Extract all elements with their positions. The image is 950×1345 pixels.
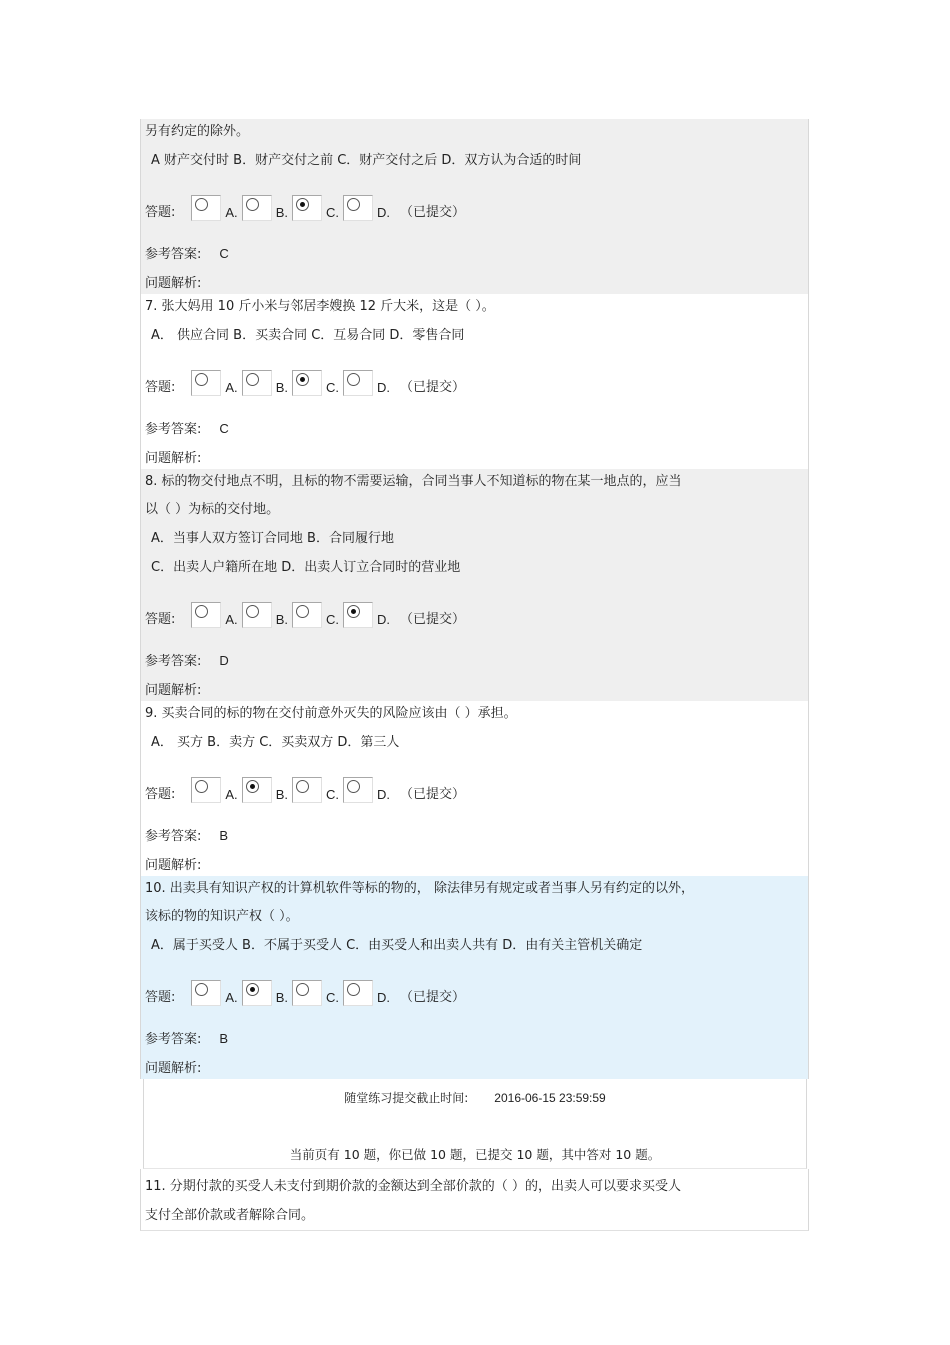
answer-radio-a[interactable] xyxy=(191,195,221,221)
option-letter: B. xyxy=(275,612,288,627)
answer-radio-a[interactable] xyxy=(191,370,221,396)
reference-answer-value: C xyxy=(219,246,229,261)
reference-answer-label: 参考答案: xyxy=(145,829,202,844)
option-letter: C. xyxy=(325,205,339,220)
answer-label: 答题: xyxy=(145,990,176,1005)
answer-row xyxy=(145,976,465,1006)
answer-row xyxy=(145,366,465,396)
radio-circle-icon xyxy=(347,605,360,618)
reference-answer-value: B xyxy=(219,1031,229,1046)
analysis-label: 问题解析: xyxy=(145,1061,202,1076)
answer-radio-d[interactable] xyxy=(343,602,373,628)
option-letter: A. xyxy=(225,205,238,220)
quiz-list xyxy=(140,119,809,1231)
deadline-label: 随堂练习提交截止时间: xyxy=(344,1091,469,1105)
option-text: A．当事人双方签订合同地 B．合同履行地 xyxy=(151,531,394,546)
radio-circle-icon xyxy=(195,373,208,386)
option-letter: B. xyxy=(275,205,288,220)
question-text: 支付全部价款或者解除合同。 xyxy=(145,1208,315,1223)
question-card xyxy=(140,1169,809,1231)
reference-answer-value: D xyxy=(219,653,229,668)
question-text: 8. 标的物交付地点不明，且标的物不需要运输，合同当事人不知道标的物在某一地点的，应当 xyxy=(145,474,682,489)
question-list xyxy=(140,119,809,1079)
deadline-row xyxy=(144,1089,806,1106)
question-text: 10. 出卖具有知识产权的计算机软件等标的物的， 除法律另有规定或者当事人另有约定的以外， xyxy=(145,881,694,896)
radio-circle-icon xyxy=(296,198,309,211)
option-letter: B. xyxy=(275,380,288,395)
analysis-label: 问题解析: xyxy=(145,683,202,698)
answer-radio-d[interactable] xyxy=(343,195,373,221)
radio-circle-icon xyxy=(347,780,360,793)
answer-radio-a[interactable] xyxy=(191,980,221,1006)
submitted-status: （已提交） xyxy=(399,205,465,220)
reference-answer xyxy=(145,1028,228,1047)
option-text: C．出卖人户籍所在地 D．出卖人订立合同时的营业地 xyxy=(151,560,461,575)
radio-circle-icon xyxy=(195,605,208,618)
radio-circle-icon xyxy=(347,198,360,211)
option-letter: D. xyxy=(376,787,390,802)
option-letter: D. xyxy=(376,380,390,395)
question-text: 以（ ）为标的交付地。 xyxy=(145,502,280,517)
question-card xyxy=(140,469,809,701)
option-letter: B. xyxy=(275,990,288,1005)
answer-radio-b[interactable] xyxy=(242,602,272,628)
answer-label: 答题: xyxy=(145,205,176,220)
option-letter: C. xyxy=(325,380,339,395)
option-letter: D. xyxy=(376,612,390,627)
radio-circle-icon xyxy=(296,605,309,618)
radio-circle-icon xyxy=(195,198,208,211)
answer-radio-b[interactable] xyxy=(242,777,272,803)
option-letter: D. xyxy=(376,205,390,220)
answer-radio-b[interactable] xyxy=(242,370,272,396)
reference-answer xyxy=(145,418,229,437)
question-card xyxy=(140,876,809,1079)
answer-row xyxy=(145,773,465,803)
reference-answer xyxy=(145,243,229,262)
reference-answer xyxy=(145,650,229,669)
question-text: 9. 买卖合同的标的物在交付前意外灭失的风险应该由（ ）承担。 xyxy=(145,706,517,721)
stats-text: 当前页有 10 题，你已做 10 题，已提交 10 题，其中答对 10 题。 xyxy=(289,1147,661,1162)
question-card xyxy=(140,701,809,876)
answer-radio-b[interactable] xyxy=(242,980,272,1006)
question-card xyxy=(140,119,809,294)
submitted-status: （已提交） xyxy=(399,787,465,802)
answer-radio-c[interactable] xyxy=(292,602,322,628)
reference-answer-value: B xyxy=(219,828,229,843)
submitted-status: （已提交） xyxy=(399,990,465,1005)
option-letter: C. xyxy=(325,990,339,1005)
radio-circle-icon xyxy=(246,373,259,386)
question-card xyxy=(140,294,809,469)
answer-radio-c[interactable] xyxy=(292,980,322,1006)
question-text: 另有约定的除外。 xyxy=(145,124,250,139)
radio-circle-icon xyxy=(246,198,259,211)
option-text: A．属于买受人 B．不属于买受人 C．由买受人和出卖人共有 D．由有关主管机关确定 xyxy=(151,938,643,953)
option-letter: A. xyxy=(225,990,238,1005)
analysis-label: 问题解析: xyxy=(145,858,202,873)
answer-label: 答题: xyxy=(145,787,176,802)
option-text: A 财产交付时 B．财产交付之前 C．财产交付之后 D．双方认为合适的时间 xyxy=(151,153,582,168)
reference-answer-label: 参考答案: xyxy=(145,247,202,262)
deadline-value: 2016-06-15 23:59:59 xyxy=(494,1091,606,1105)
option-letter: A. xyxy=(225,612,238,627)
option-letter: B. xyxy=(275,787,288,802)
answer-radio-c[interactable] xyxy=(292,195,322,221)
answer-radio-a[interactable] xyxy=(191,777,221,803)
answer-radio-c[interactable] xyxy=(292,777,322,803)
option-text: A． 买方 B．卖方 C．买卖双方 D．第三人 xyxy=(151,735,400,750)
option-text: A． 供应合同 B．买卖合同 C．互易合同 D．零售合同 xyxy=(151,328,465,343)
radio-circle-icon xyxy=(246,605,259,618)
radio-circle-icon xyxy=(246,983,259,996)
radio-circle-icon xyxy=(246,780,259,793)
question-text: 7. 张大妈用 10 斤小米与邻居李嫂换 12 斤大米，这是（ ）。 xyxy=(145,299,495,314)
option-letter: D. xyxy=(376,990,390,1005)
radio-circle-icon xyxy=(195,780,208,793)
answer-radio-a[interactable] xyxy=(191,602,221,628)
radio-circle-icon xyxy=(347,373,360,386)
radio-circle-icon xyxy=(296,983,309,996)
question-text: 11. 分期付款的买受人未支付到期价款的金额达到全部价款的（ ）的，出卖人可以要求买受人 xyxy=(145,1179,681,1194)
reference-answer-value: C xyxy=(219,421,229,436)
option-letter: A. xyxy=(225,380,238,395)
radio-circle-icon xyxy=(195,983,208,996)
answer-label: 答题: xyxy=(145,380,176,395)
submission-summary xyxy=(143,1079,807,1169)
option-letter: C. xyxy=(325,612,339,627)
answer-radio-b[interactable] xyxy=(242,195,272,221)
option-letter: C. xyxy=(325,787,339,802)
radio-circle-icon xyxy=(296,780,309,793)
radio-circle-icon xyxy=(296,373,309,386)
answer-row xyxy=(145,191,465,221)
option-letter: A. xyxy=(225,787,238,802)
answer-radio-d[interactable] xyxy=(343,980,373,1006)
answer-radio-c[interactable] xyxy=(292,370,322,396)
reference-answer xyxy=(145,825,228,844)
analysis-label: 问题解析: xyxy=(145,451,202,466)
reference-answer-label: 参考答案: xyxy=(145,654,202,669)
answer-radio-d[interactable] xyxy=(343,370,373,396)
answer-row xyxy=(145,598,465,628)
answer-radio-d[interactable] xyxy=(343,777,373,803)
reference-answer-label: 参考答案: xyxy=(145,1032,202,1047)
reference-answer-label: 参考答案: xyxy=(145,422,202,437)
radio-circle-icon xyxy=(347,983,360,996)
question-text: 该标的物的知识产权（ ）。 xyxy=(145,909,299,924)
analysis-label: 问题解析: xyxy=(145,276,202,291)
answer-label: 答题: xyxy=(145,612,176,627)
submitted-status: （已提交） xyxy=(399,380,465,395)
submitted-status: （已提交） xyxy=(399,612,465,627)
